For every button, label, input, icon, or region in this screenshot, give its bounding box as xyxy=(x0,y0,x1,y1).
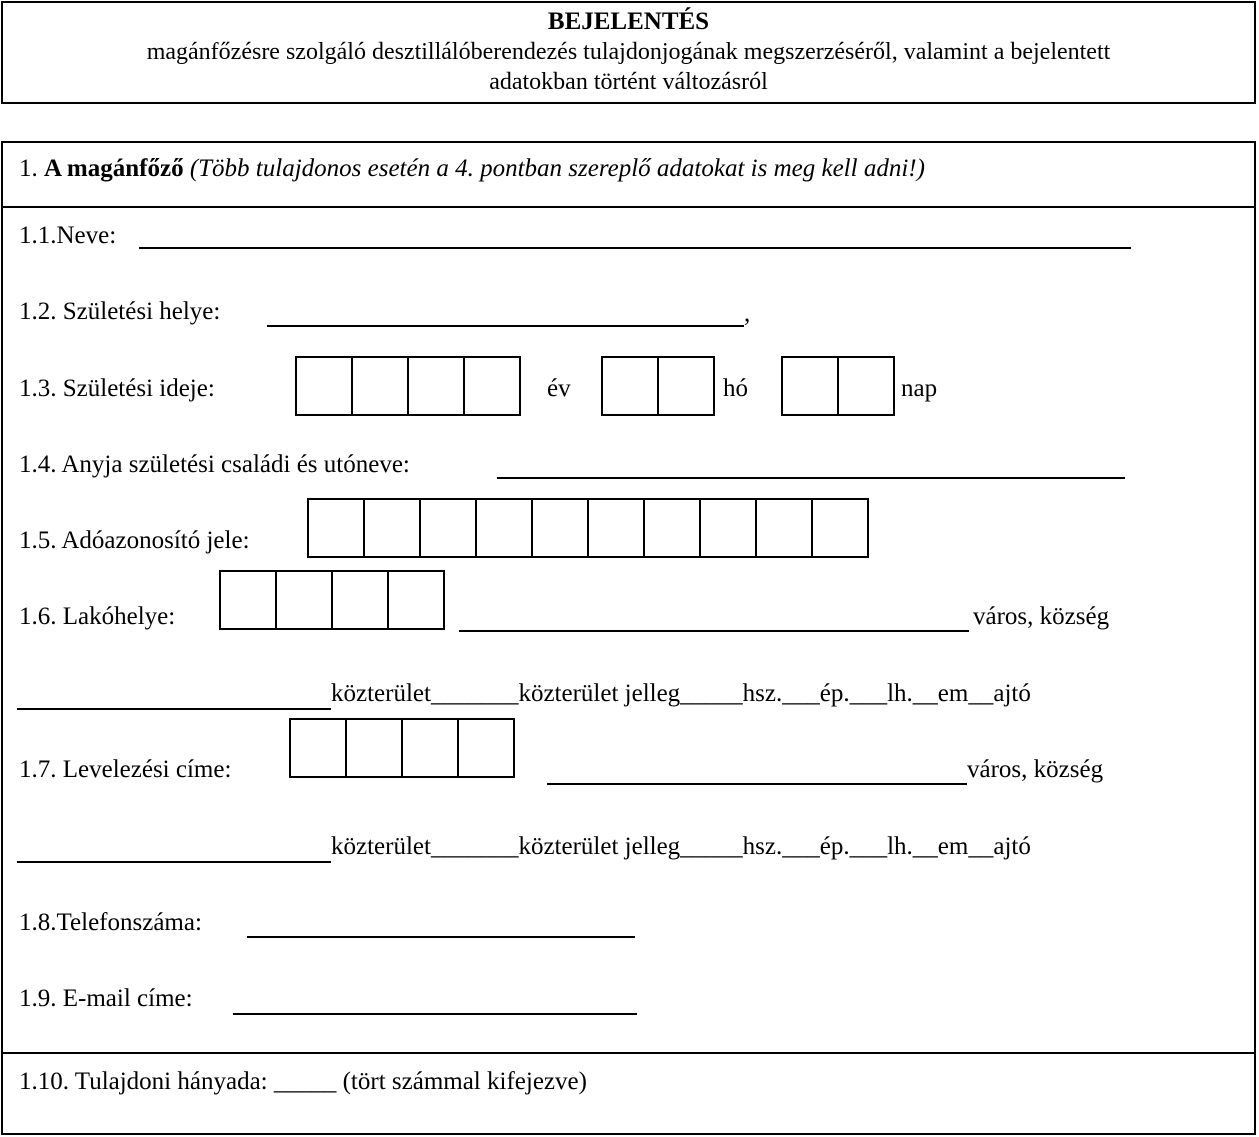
day-label: nap xyxy=(901,375,938,402)
birth-place-input-line[interactable] xyxy=(267,325,744,327)
email-input-line[interactable] xyxy=(233,1013,637,1015)
mailing-address-fields: közterület_______közterület jelleg_____hsz.___ép.___lh.__em__ajtó xyxy=(331,833,1031,860)
section-number: 1. xyxy=(19,155,44,182)
form-subtitle-line2: adatokban történt változásról xyxy=(489,69,768,95)
birth-place-comma: , xyxy=(744,300,751,327)
birth-date-label: 1.3. Születési ideje: xyxy=(19,375,215,402)
form-subtitle-line1: magánfőzésre szolgáló desztillálóberendezés tulajdonjogának megszerzéséről, valamint a bejelentett xyxy=(146,39,1111,65)
divider xyxy=(3,206,1254,208)
form-title-box xyxy=(1,1,1256,104)
birth-place-label: 1.2. Születési helye: xyxy=(19,298,221,325)
phone-input-line[interactable] xyxy=(247,936,635,938)
section-1-heading xyxy=(19,154,925,184)
residence-city-label: város, község xyxy=(973,603,1110,630)
mailing-city-label: város, község xyxy=(967,756,1104,783)
tax-id-label: 1.5. Adóazonosító jele: xyxy=(19,527,250,554)
section-title: A magánfőző xyxy=(44,155,184,182)
residence-label: 1.6. Lakóhelye: xyxy=(19,603,176,630)
birth-month-boxes[interactable] xyxy=(601,356,715,416)
phone-label: 1.8.Telefonszáma: xyxy=(19,909,202,936)
section-1-box xyxy=(1,141,1256,1135)
residence-address-fields: közterület_______közterület jelleg_____hsz.___ép.___lh.__em__ajtó xyxy=(331,680,1031,707)
residence-postcode-boxes[interactable] xyxy=(219,570,445,630)
residence-street-input-line[interactable] xyxy=(17,708,331,710)
year-label: év xyxy=(547,375,571,402)
month-label: hó xyxy=(723,375,748,402)
residence-city-input-line[interactable] xyxy=(459,630,969,632)
birth-year-boxes[interactable] xyxy=(295,356,521,416)
email-label: 1.9. E-mail címe: xyxy=(19,985,193,1012)
name-label: 1.1.Neve: xyxy=(19,222,117,249)
mailing-postcode-boxes[interactable] xyxy=(289,718,515,778)
ownership-share-field: 1.10. Tulajdoni hányada: _____ (tört számmal kifejezve) xyxy=(19,1068,587,1095)
divider xyxy=(3,1052,1254,1054)
tax-id-boxes[interactable] xyxy=(307,498,869,558)
mailing-street-input-line[interactable] xyxy=(17,861,331,863)
section-note: (Több tulajdonos esetén a 4. pontban szereplő adatokat is meg kell adni!) xyxy=(183,155,925,182)
form-title: BEJELENTÉS xyxy=(547,8,710,35)
mailing-label: 1.7. Levelezési címe: xyxy=(19,756,232,783)
mother-name-label: 1.4. Anyja születési családi és utóneve: xyxy=(19,451,410,478)
mother-name-input-line[interactable] xyxy=(497,477,1125,479)
name-input-line[interactable] xyxy=(139,247,1131,249)
birth-day-boxes[interactable] xyxy=(781,356,895,416)
mailing-city-input-line[interactable] xyxy=(547,783,967,785)
